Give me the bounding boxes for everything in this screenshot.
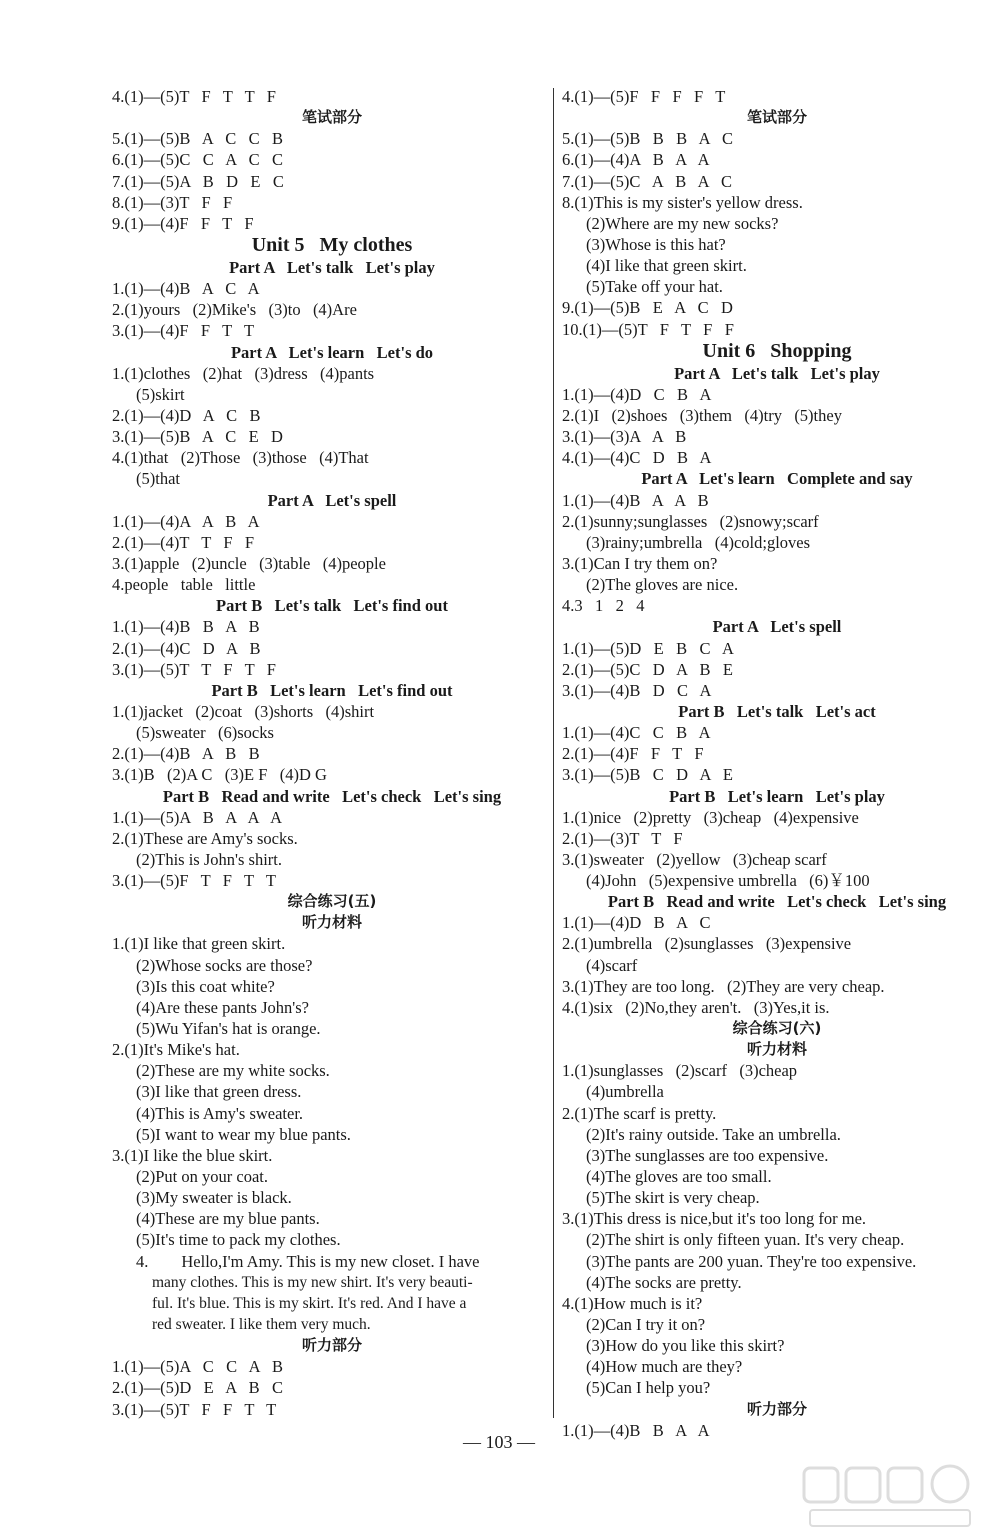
answer-line: (4)This is Amy's sweater.	[136, 1103, 304, 1123]
left-column	[112, 86, 552, 1420]
section-heading: Part B Let's learn Let's play	[669, 786, 885, 806]
answer-line: 3.(1)—(4)F F T T	[112, 321, 255, 341]
section-heading: Part B Let's learn Let's find out	[211, 680, 453, 700]
answer-line: 2.(1)umbrella (2)sunglasses (3)expensive	[562, 934, 852, 954]
answer-line: 2.(1)—(4)D A C B	[112, 405, 261, 425]
answer-line: 2.(1)It's Mike's hat.	[112, 1040, 240, 1060]
answer-line: (2)Whose socks are those?	[136, 955, 313, 975]
answer-line: 1.(1)jacket (2)coat (3)shorts (4)shirt	[112, 701, 375, 721]
answer-line: (3)The pants are 200 yuan. They're too expensive.	[586, 1251, 917, 1271]
answer-line: 1.(1)—(4)B A C A	[112, 279, 260, 299]
answer-line: (3)How do you like this skirt?	[586, 1336, 785, 1356]
answer-line: (5)Can I help you?	[586, 1378, 711, 1398]
answer-line: (3)My sweater is black.	[136, 1188, 292, 1208]
unit-title: Unit 5 My clothes	[251, 233, 413, 256]
section-heading: 听力材料	[301, 913, 362, 932]
answer-line: 2.(1)—(4)F F T F	[562, 744, 704, 764]
answer-line: (5)It's time to pack my clothes.	[136, 1230, 341, 1250]
answer-line: 2.(1)—(5)C D A B E	[562, 659, 733, 679]
answer-line: 1.(1)—(4)B B A B	[112, 617, 260, 637]
answer-line: 3.(1)I like the blue skirt.	[112, 1145, 273, 1165]
answer-line: 6.(1)—(5)C C A C C	[112, 150, 283, 170]
section-heading: 听力部分	[746, 1399, 807, 1418]
answer-line: 3.(1)—(5)B C D A E	[562, 765, 733, 785]
answer-line: 2.(1)—(5)D E A B C	[112, 1378, 283, 1398]
answer-line: (5)skirt	[136, 384, 185, 404]
section-heading: Part A Let's talk Let's play	[674, 363, 880, 383]
answer-line: many clothes. This is my new shirt. It's very beauti-	[152, 1273, 473, 1291]
section-heading: 听力部分	[301, 1336, 362, 1355]
answer-line: 3.(1)—(4)B D C A	[562, 680, 712, 700]
answer-line: 1.(1)—(4)A A B A	[112, 511, 260, 531]
answer-line: 3.(1)They are too long. (2)They are very cheap.	[562, 976, 885, 996]
answer-line: (2)Can I try it on?	[586, 1315, 706, 1335]
answer-line: 4.(1)—(5)T F T T F	[112, 87, 276, 106]
answer-line: 9.(1)—(5)B E A C D	[562, 298, 733, 318]
answer-line: (2)The gloves are nice.	[586, 575, 739, 595]
answer-line: (3)I like that green dress.	[136, 1082, 302, 1102]
answer-line: 3.(1)Can I try them on?	[562, 553, 718, 573]
answer-line: 1.(1)—(4)D C B A	[562, 384, 712, 404]
answer-line: (2)This is John's shirt.	[136, 849, 282, 869]
section-heading: 笔试部分	[746, 108, 807, 127]
section-heading: Part A Let's spell	[267, 490, 397, 510]
answer-line: (4)I like that green skirt.	[586, 256, 747, 276]
answer-line: ful. It's blue. This is my skirt. It's red. And I have a	[152, 1294, 467, 1312]
answer-line: 5.(1)—(5)B B B A C	[562, 129, 733, 149]
section-heading: 笔试部分	[301, 108, 362, 127]
answer-line: (2)Where are my new socks?	[586, 213, 779, 233]
answer-line: (3)The sunglasses are too expensive.	[586, 1145, 829, 1165]
answer-line: 10.(1)—(5)T F T F F	[562, 319, 734, 339]
answer-line: (5)Take off your hat.	[586, 277, 723, 297]
answer-line: (5)that	[136, 469, 180, 489]
section-heading: Part A Let's learn Let's do	[230, 342, 434, 362]
answer-line: 1.(1)sunglasses (2)scarf (3)cheap	[562, 1061, 798, 1081]
answer-line: 9.(1)—(4)F F T F	[112, 213, 254, 233]
answer-line: (5)The skirt is very cheap.	[586, 1188, 760, 1208]
answer-line: (3)Whose is this hat?	[586, 234, 726, 254]
answer-line: 1.(1)—(4)D B A C	[562, 913, 711, 933]
answer-line: 1.(1)—(4)C C B A	[562, 723, 711, 743]
answer-line: 3.(1)—(5)T T F T F	[112, 659, 276, 679]
answer-line: 1.(1)I like that green skirt.	[112, 934, 286, 954]
answer-line: (4)The gloves are too small.	[586, 1167, 772, 1187]
answer-line: 3.(1)sweater (2)yellow (3)cheap scarf	[562, 849, 827, 869]
answer-line: (4)These are my blue pants.	[136, 1209, 320, 1229]
answer-line: 6.(1)—(4)A B A A	[562, 150, 710, 170]
answer-line: 1.(1)—(5)A C C A B	[112, 1357, 283, 1377]
answer-line: 2.(1)—(4)C D A B	[112, 638, 261, 658]
section-heading: Part A Let's spell	[712, 617, 842, 637]
section-heading: Part B Read and write Let's check Let's sing	[607, 892, 947, 912]
answer-line: 3.(1)apple (2)uncle (3)table (4)people	[112, 553, 386, 573]
answer-line: 3.(1)—(3)A A B	[562, 427, 687, 447]
answer-line: (4)umbrella	[586, 1082, 664, 1102]
section-heading: Part A Let's learn Complete and say	[641, 469, 913, 489]
answer-line: 4.3 1 2 4	[562, 596, 645, 616]
section-heading: 综合练习(六)	[732, 1019, 822, 1038]
answer-line: 7.(1)—(5)C A B A C	[562, 171, 733, 191]
answer-line: 4. Hello,I'm Amy. This is my new closet. I have	[136, 1251, 480, 1271]
answer-line: 4.(1)—(5)F F F F T	[562, 87, 726, 106]
answer-line: 1.(1)—(4)B B A A	[562, 1420, 710, 1440]
section-heading: Part B Let's talk Let's act	[678, 701, 876, 721]
page-number: — 103 —	[463, 1432, 535, 1452]
watermark-logo	[800, 1462, 980, 1532]
answer-line: 3.(1)—(5)T F F T T	[112, 1399, 277, 1419]
answer-line: 2.(1)The scarf is pretty.	[562, 1103, 717, 1123]
right-column	[562, 86, 992, 1441]
answer-line: (4)John (5)expensive umbrella (6)￥100	[586, 871, 870, 891]
answer-line: 1.(1)—(5)D E B C A	[562, 638, 734, 658]
answer-line: 2.(1)yours (2)Mike's (3)to (4)Are	[112, 300, 357, 320]
answer-line: 2.(1)—(3)T T F	[562, 828, 683, 848]
answer-line: 2.(1)—(4)B A B B	[112, 744, 260, 764]
answer-line: (3)rainy;umbrella (4)cold;gloves	[586, 532, 811, 552]
answer-line: 4.(1)that (2)Those (3)those (4)That	[112, 448, 369, 468]
answer-line: (5)Wu Yifan's hat is orange.	[136, 1019, 321, 1039]
answer-line: (2)These are my white socks.	[136, 1061, 330, 1081]
answer-line: red sweater. I like them very much.	[152, 1316, 371, 1334]
answer-line: 4.people table little	[112, 575, 256, 595]
answer-line: 3.(1)—(5)F T F T T	[112, 871, 276, 891]
answer-line: 2.(1)sunny;sunglasses (2)snowy;scarf	[562, 511, 819, 531]
answer-line: 5.(1)—(5)B A C C B	[112, 129, 283, 149]
answer-line: 4.(1)How much is it?	[562, 1293, 703, 1313]
answer-line: 7.(1)—(5)A B D E C	[112, 171, 284, 191]
answer-line: 1.(1)—(4)B A A B	[562, 490, 709, 510]
section-heading: Part B Read and write Let's check Let's sing	[162, 786, 502, 806]
section-heading: Part B Let's talk Let's find out	[216, 596, 448, 616]
answer-line: 4.(1)six (2)No,they aren't. (3)Yes,it is.	[562, 997, 830, 1017]
answer-line: (2)The shirt is only fifteen yuan. It's very cheap.	[586, 1230, 905, 1250]
section-heading: 听力材料	[746, 1040, 807, 1059]
answer-line: (2)Put on your coat.	[136, 1167, 268, 1187]
answer-line: (3)Is this coat white?	[136, 976, 275, 996]
answer-line: (5)I want to wear my blue pants.	[136, 1124, 351, 1144]
answer-line: 3.(1)This dress is nice,but it's too long for me.	[562, 1209, 867, 1229]
section-heading: Part A Let's talk Let's play	[229, 257, 435, 277]
answer-line: 8.(1)—(3)T F F	[112, 192, 233, 212]
section-heading: 综合练习(五)	[287, 892, 377, 911]
answer-line: 2.(1)—(4)T T F F	[112, 532, 255, 552]
answer-line: (4)Are these pants John's?	[136, 997, 309, 1017]
answer-line: 2.(1)I (2)shoes (3)them (4)try (5)they	[562, 405, 842, 425]
answer-line: 1.(1)—(5)A B A A A	[112, 807, 283, 827]
answer-line: (4)The socks are pretty.	[586, 1272, 742, 1292]
answer-line: 8.(1)This is my sister's yellow dress.	[562, 192, 803, 212]
answer-line: (5)sweater (6)socks	[136, 723, 274, 743]
answer-line: 4.(1)—(4)C D B A	[562, 448, 712, 468]
answer-line: 1.(1)nice (2)pretty (3)cheap (4)expensive	[562, 807, 859, 827]
answer-line: 3.(1)—(5)B A C E D	[112, 427, 283, 447]
column-divider	[553, 88, 554, 1418]
answer-line: 1.(1)clothes (2)hat (3)dress (4)pants	[112, 363, 375, 383]
answer-line: (2)It's rainy outside. Take an umbrella.	[586, 1124, 841, 1144]
answer-line: (4)scarf	[586, 955, 638, 975]
unit-title: Unit 6 Shopping	[702, 339, 852, 362]
answer-line: 3.(1)B (2)A C (3)E F (4)D G	[112, 765, 327, 785]
answer-line: 2.(1)These are Amy's socks.	[112, 828, 298, 848]
answer-line: (4)How much are they?	[586, 1357, 743, 1377]
